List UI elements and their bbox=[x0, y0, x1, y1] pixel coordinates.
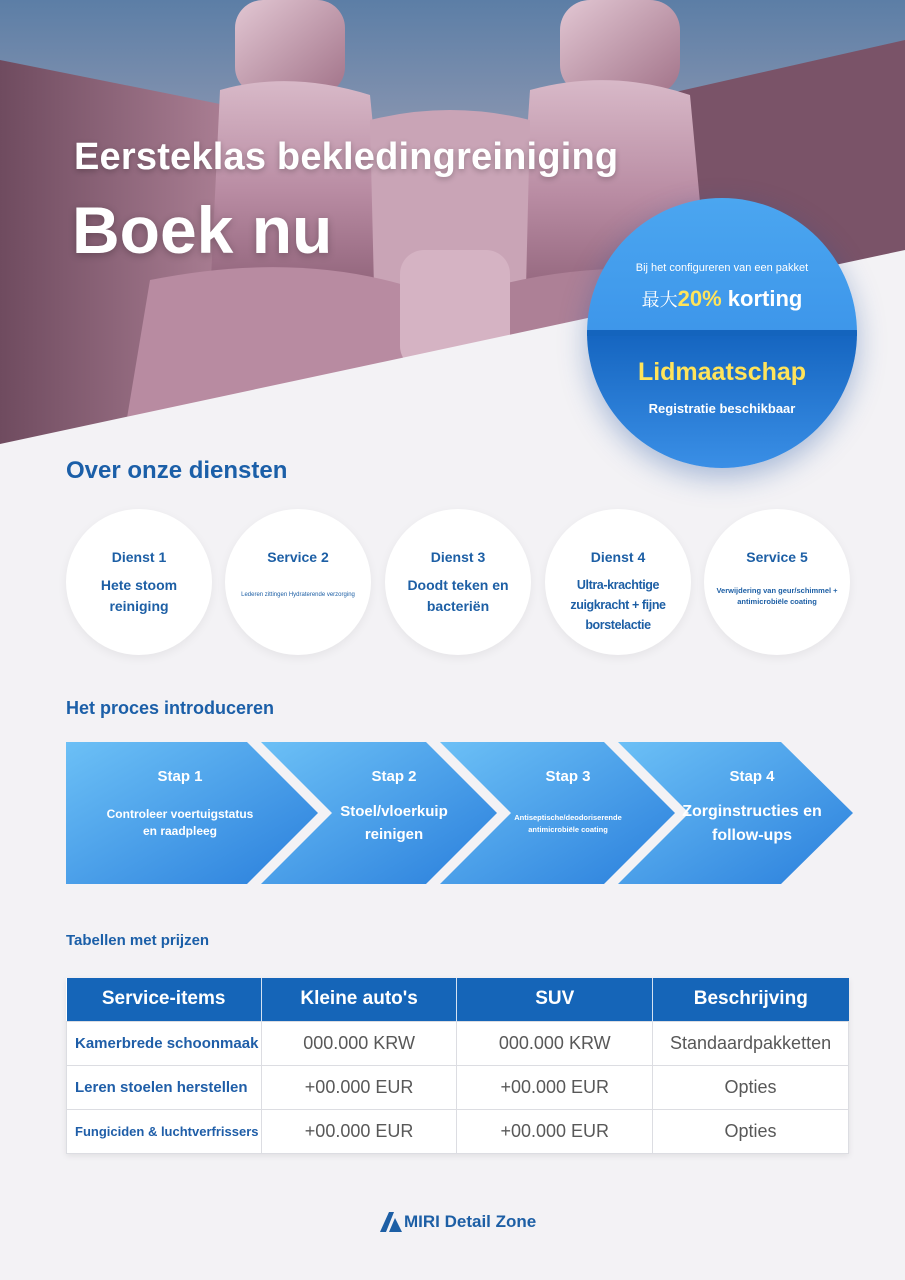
table-cell: 000.000 KRW bbox=[261, 1021, 457, 1065]
brand-logo[interactable] bbox=[380, 1209, 536, 1235]
logo-text: MIRI Detail Zone bbox=[404, 1212, 537, 1231]
table-cell: Opties bbox=[653, 1065, 849, 1109]
prices-heading: Tabellen met prijzen bbox=[66, 932, 210, 949]
step-4-desc-wrap bbox=[682, 800, 822, 848]
step-1-desc-wrap bbox=[100, 806, 260, 840]
table-row bbox=[67, 1109, 849, 1153]
step-2 bbox=[324, 768, 464, 785]
badge-membership: Lidmaatschap bbox=[637, 358, 807, 386]
service-card-3 bbox=[385, 509, 531, 655]
table-row bbox=[67, 1021, 849, 1065]
table-cell: 000.000 KRW bbox=[457, 1021, 653, 1065]
table-cell: +00.000 EUR bbox=[457, 1109, 653, 1153]
service-card-2 bbox=[225, 509, 371, 655]
step-label: Stap 4 bbox=[729, 768, 775, 785]
step-3 bbox=[498, 768, 638, 785]
service-card-4 bbox=[545, 509, 691, 655]
step-label: Stap 2 bbox=[371, 768, 417, 785]
badge-divider bbox=[587, 330, 857, 336]
service-card-1 bbox=[66, 509, 212, 655]
badge-condition-text: Bij het configureren van een pakket bbox=[635, 262, 809, 274]
service-desc: Lederen zittingen Hydraterende verzorging bbox=[241, 592, 355, 598]
step-desc: Stoel/vloerkuip reinigen bbox=[340, 803, 448, 843]
column-header: Service-items bbox=[67, 978, 262, 1021]
mountain-a-logo-icon bbox=[380, 1212, 402, 1232]
price-table bbox=[66, 978, 849, 1154]
badge-discount-percent: 20% bbox=[677, 286, 722, 311]
service-desc: Hete stoom reiniging bbox=[100, 577, 178, 614]
badge-discount bbox=[587, 286, 857, 312]
badge-registration: Registratie beschikbaar bbox=[648, 401, 796, 416]
step-4 bbox=[682, 768, 822, 785]
service-title: Service 2 bbox=[267, 549, 329, 565]
table-cell: +00.000 EUR bbox=[457, 1065, 653, 1109]
column-header: Kleine auto's bbox=[261, 978, 457, 1021]
service-title: Dienst 4 bbox=[590, 549, 646, 565]
badge-discount-prefix: 最大 bbox=[641, 290, 678, 310]
discount-badge bbox=[587, 198, 857, 468]
table-cell-item: Kamerbrede schoonmaak bbox=[67, 1021, 262, 1065]
step-3-desc-wrap bbox=[503, 812, 633, 836]
table-cell: Standaardpakketten bbox=[653, 1021, 849, 1065]
column-header: SUV bbox=[457, 978, 653, 1021]
table-cell-item: Fungiciden & luchtverfrissers bbox=[67, 1109, 262, 1153]
table-header-row bbox=[67, 978, 849, 1021]
service-title: Dienst 3 bbox=[430, 549, 486, 565]
column-header: Beschrijving bbox=[653, 978, 849, 1021]
process-steps bbox=[0, 740, 905, 886]
service-desc: Doodt teken en bacteriën bbox=[407, 577, 509, 614]
service-title: Dienst 1 bbox=[111, 549, 167, 565]
table-row bbox=[67, 1065, 849, 1109]
book-now-heading[interactable]: Boek nu bbox=[72, 193, 333, 267]
step-label: Stap 3 bbox=[545, 768, 591, 785]
table-cell: +00.000 EUR bbox=[261, 1109, 457, 1153]
process-heading: Het proces introduceren bbox=[66, 698, 275, 718]
step-desc: Antiseptische/deodoriserende antimicrobiële coating bbox=[514, 813, 622, 834]
step-label: Stap 1 bbox=[157, 768, 203, 785]
step-desc: Zorginstructies en follow-ups bbox=[682, 803, 822, 844]
step-desc: Controleer voertuigstatus en raadpleeg bbox=[106, 807, 254, 838]
table-cell: Opties bbox=[653, 1109, 849, 1153]
table-cell: +00.000 EUR bbox=[261, 1065, 457, 1109]
service-desc: Verwijdering van geur/schimmel + antimicrobiële coating bbox=[716, 586, 838, 606]
badge-discount-word: korting bbox=[721, 286, 803, 311]
service-card-5 bbox=[704, 509, 850, 655]
table-cell-item: Leren stoelen herstellen bbox=[67, 1065, 262, 1109]
about-heading: Over onze diensten bbox=[66, 457, 288, 484]
service-title: Service 5 bbox=[746, 549, 808, 565]
step-2-desc-wrap bbox=[329, 800, 459, 846]
service-desc: Ultra-krachtige zuigkracht + fijne borstelactie bbox=[570, 578, 666, 632]
hero-title: Eersteklas bekledingreiniging bbox=[74, 136, 619, 178]
step-1 bbox=[110, 768, 250, 785]
